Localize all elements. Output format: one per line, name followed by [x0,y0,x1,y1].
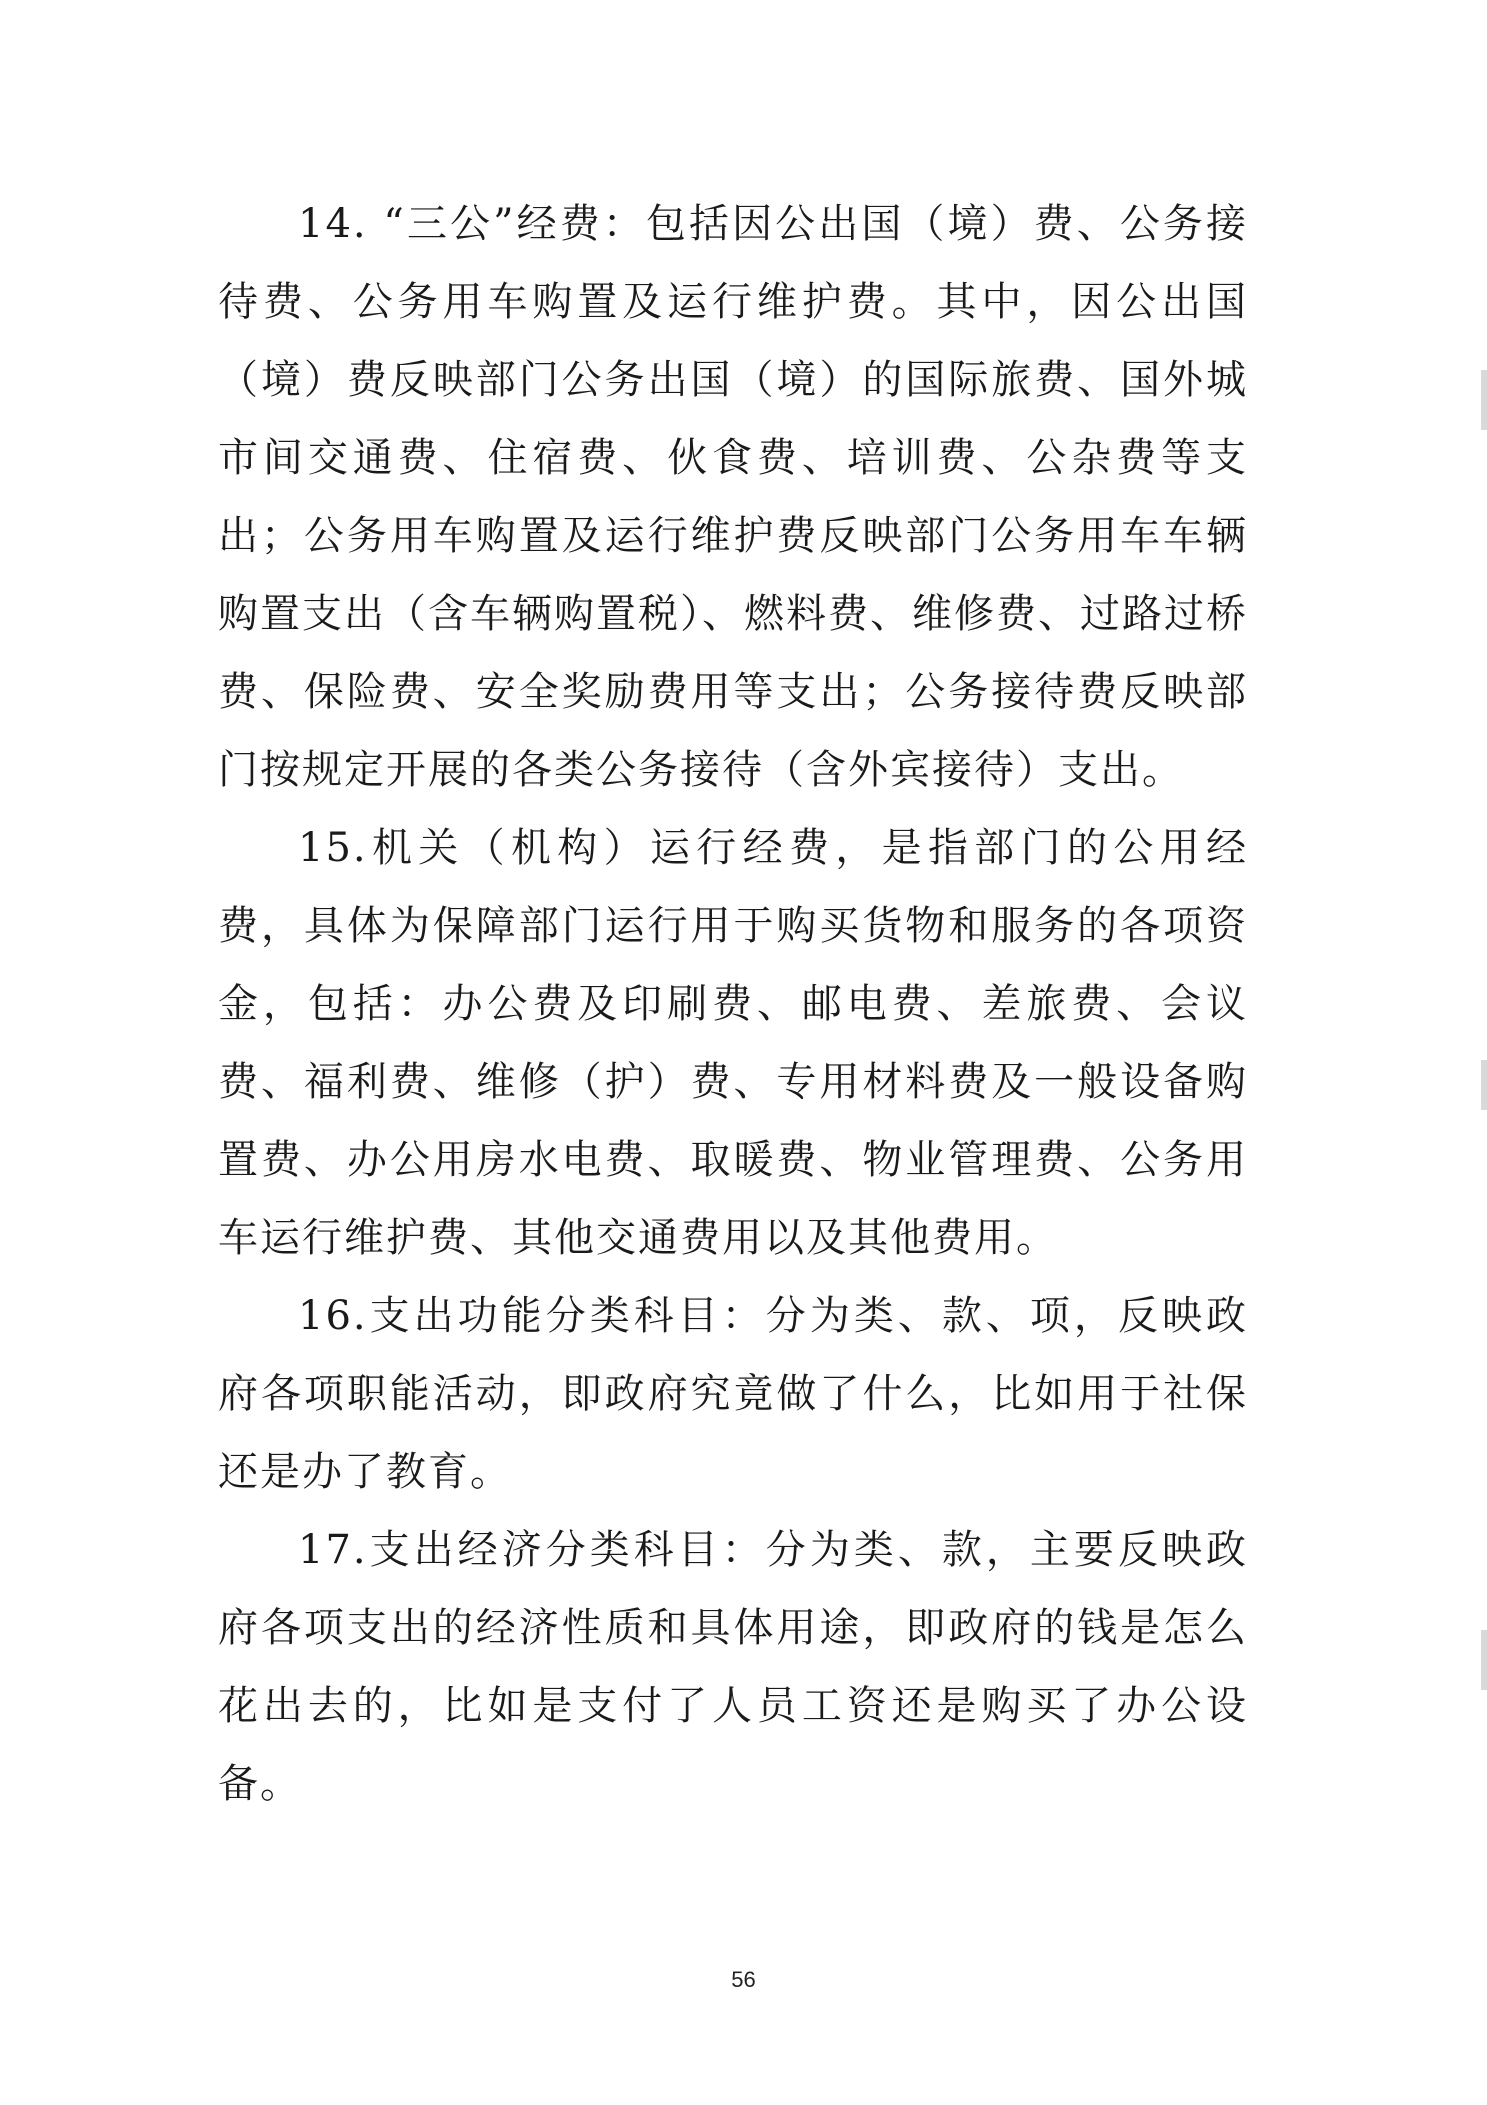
page-number: 56 [731,1967,756,1992]
document-body [218,185,1248,1823]
scan-edge-mark [1481,1630,1487,1690]
paragraph-15: 15.机关（机构）运行经费，是指部门的公用经费，具体为保障部门运行用于购买货物和服务的各项资金，包括：办公费及印刷费、邮电费、差旅费、会议费、福利费、维修（护）费、专用材料费及一般设备购置费、办公用房水电费、取暖费、物业管理费、公务用车运行维护费、其他交通费用以及其他费用。 [218,825,1248,1261]
scan-edge-mark [1481,370,1487,430]
paragraph-17: 17.支出经济分类科目：分为类、款，主要反映政府各项支出的经济性质和具体用途，即政府的钱是怎么花出去的，比如是支付了人员工资还是购买了办公设备。 [218,1527,1248,1807]
paragraph-14: 14. “三公”经费：包括因公出国（境）费、公务接待费、公务用车购置及运行维护费。其中，因公出国（境）费反映部门公务出国（境）的国际旅费、国外城市间交通费、住宿费、伙食费、培训费、公杂费等支出；公务用车购置及运行维护费反映部门公务用车车辆购置支出（含车辆购置税）、燃料费、维修费、过路过桥费、保险费、安全奖励费用等支出；公务接待费反映部门按规定开展的各类公务接待（含外宾接待）支出。 [218,201,1248,793]
paragraph-16: 16.支出功能分类科目：分为类、款、项，反映政府各项职能活动，即政府究竟做了什么，比如用于社保还是办了教育。 [218,1293,1248,1495]
scan-edge-mark [1481,1060,1487,1110]
